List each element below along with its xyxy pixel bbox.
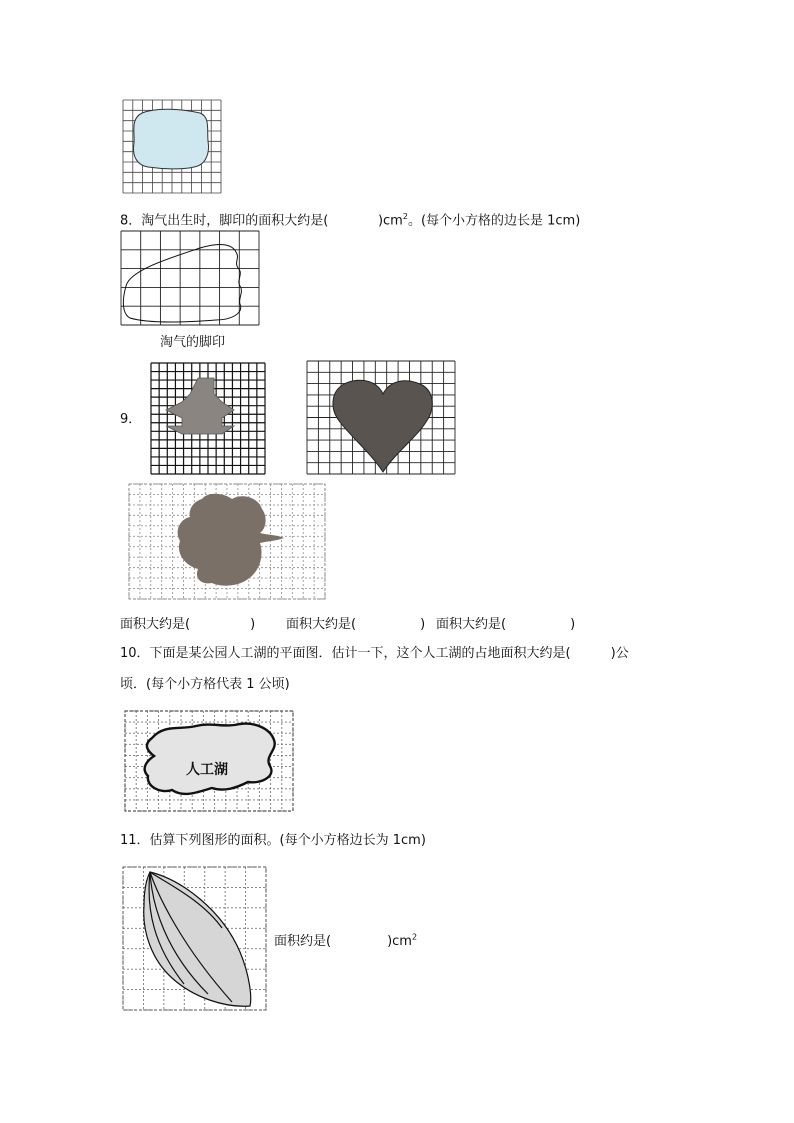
q8-note: 。(每个小方格的边长是 1cm) [407, 213, 581, 229]
q9-answer-2-label: 面积大约是( [286, 617, 357, 632]
q10-text-after: )公 [610, 646, 629, 661]
q11-sup: 2 [411, 932, 418, 942]
lake-grid-figure [124, 710, 294, 812]
q9-answer-3-close: ) [570, 617, 576, 632]
heart-shape [333, 380, 432, 472]
lake-outline [145, 724, 275, 794]
q9-grid-tree [150, 362, 266, 475]
q9-number: 9． [120, 412, 142, 427]
q7-blob-shape [134, 109, 209, 169]
q8-text-before: 淘气出生时，脚印的面积大约是( [141, 213, 329, 229]
q8-text-after: )cm [377, 213, 403, 229]
q9-answer-1-close: ) [250, 617, 256, 632]
q8-sup: 2 [402, 212, 408, 221]
q11-answer-after: )cm [387, 934, 412, 949]
q11-question: 11．估算下列图形的面积。(每个小方格边长为 1cm) [120, 833, 426, 848]
footprint-caption: 淘气的脚印 [160, 335, 226, 350]
q7-grid-figure [122, 99, 222, 194]
q8-blank[interactable] [328, 213, 378, 228]
q9-answer-1 [120, 613, 255, 632]
leaf-shape [144, 872, 251, 1006]
q11-answer-before: 面积约是( [274, 934, 332, 949]
q8-number: 8． [120, 213, 142, 229]
blob-leaf-shape [178, 494, 284, 586]
q10-line2: 顷．(每个小方格代表 1 公顷) [120, 677, 290, 692]
footprint-grid-figure [120, 230, 260, 326]
lake-label: 人工湖 [186, 762, 228, 778]
q9-answer-2-close: ) [420, 617, 426, 632]
q11-answer [274, 930, 417, 949]
q9-grid-heart [306, 360, 456, 475]
q10-text-before: 10．下面是某公园人工湖的平面图．估计一下，这个人工湖的占地面积大约是( [120, 646, 571, 661]
q9-answer-1-label: 面积大约是( [120, 617, 191, 632]
q9-answer-3-label: 面积大约是( [436, 617, 507, 632]
q9-answer-2 [286, 613, 425, 632]
q10-line1 [120, 645, 629, 663]
q9-answer-3 [436, 613, 575, 632]
q9-grid-leaf-blob [128, 483, 326, 600]
q8-question [120, 208, 580, 230]
leaf-grid-figure [122, 866, 267, 1011]
